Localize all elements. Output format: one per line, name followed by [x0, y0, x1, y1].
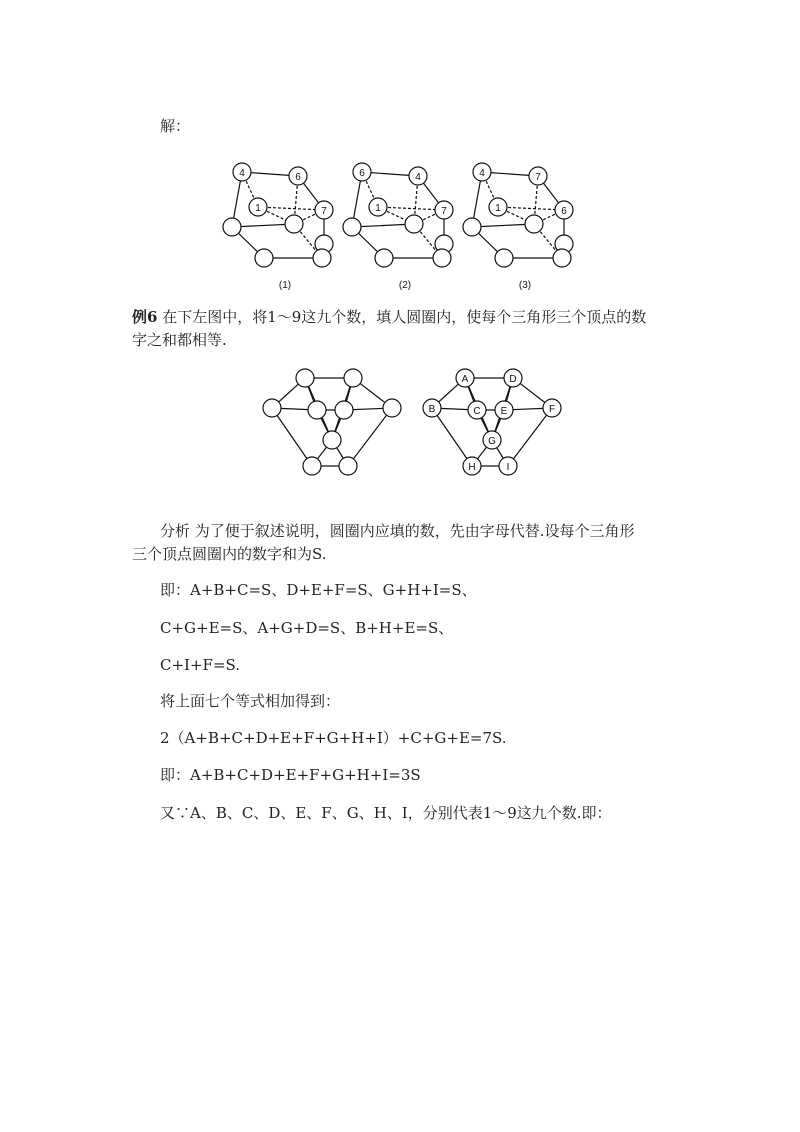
cube-node	[553, 249, 571, 267]
analysis-line-2: 三个顶点圆圈内的数字和为S.	[132, 545, 327, 563]
node-label: C	[473, 406, 481, 417]
node-circle	[433, 249, 451, 267]
equation-3: C+I+F=S.	[160, 656, 241, 674]
cube-caption: (2)	[398, 280, 412, 291]
node-label: 1	[495, 203, 501, 214]
graph-node	[339, 457, 357, 475]
cube-node	[435, 201, 453, 219]
cube-node	[525, 215, 543, 233]
node-circle	[308, 401, 326, 419]
node-circle	[303, 457, 321, 475]
cube-node	[473, 163, 491, 181]
node-circle	[255, 249, 273, 267]
cube-figures	[220, 160, 610, 300]
cube-node	[489, 198, 507, 216]
node-label: G	[488, 436, 496, 447]
node-label: F	[548, 404, 556, 415]
cube-node	[369, 198, 387, 216]
cube-3	[463, 163, 573, 291]
node-circle	[296, 369, 314, 387]
node-circle	[335, 401, 353, 419]
analysis-line-1: 分析 为了便于叙述说明，圆圈内应填的数，先由字母代替.设每个三角形	[160, 522, 635, 540]
graph-node	[483, 431, 501, 449]
cube-node	[529, 167, 547, 185]
node-label: 6	[561, 206, 567, 217]
graph-node	[495, 401, 513, 419]
cube-1	[223, 163, 333, 291]
cube-node	[353, 163, 371, 181]
node-label: A	[461, 374, 469, 385]
cube-node	[313, 249, 331, 267]
graph-node	[335, 401, 353, 419]
node-label: 7	[321, 206, 327, 217]
cube-node	[433, 249, 451, 267]
graph-edge	[348, 408, 392, 466]
graph-edge	[272, 408, 312, 466]
cube-node	[249, 198, 267, 216]
node-label: I	[506, 462, 510, 473]
graph-node	[344, 369, 362, 387]
equation-7: 又∵A、B、C、D、E、F、G、H、I，分别代表1～9这九个数.即：	[160, 804, 612, 822]
graph-node	[308, 401, 326, 419]
solution-label: 解：	[160, 117, 191, 135]
graph-node	[423, 399, 441, 417]
graph-node	[463, 457, 481, 475]
graph-node	[543, 399, 561, 417]
equation-1: 即：A+B+C=S、D+E+F=S、G+H+I=S、	[160, 581, 477, 599]
edge	[258, 207, 324, 210]
node-label: D	[509, 374, 517, 385]
equation-4: 将上面七个等式相加得到：	[160, 692, 341, 710]
node-circle	[313, 249, 331, 267]
node-label: 6	[359, 168, 365, 179]
cube-node	[289, 167, 307, 185]
node-circle	[525, 215, 543, 233]
node-label: 7	[535, 172, 541, 183]
graph-node	[456, 369, 474, 387]
node-circle	[383, 399, 401, 417]
node-circle	[344, 369, 362, 387]
node-label: 4	[239, 168, 245, 179]
graph-node	[383, 399, 401, 417]
example-line-1	[132, 307, 646, 327]
example-number: 例6	[132, 308, 158, 326]
equation-5: 2（A+B+C+D+E+F+G+H+I）+C+G+E=7S.	[160, 729, 507, 747]
example-text-1: 在下左图中，将1～9这九个数，填人圆圈内，使每个三角形三个顶点的数	[162, 308, 647, 326]
cube-node	[495, 249, 513, 267]
cube-node	[315, 201, 333, 219]
cube-node	[409, 167, 427, 185]
node-circle	[343, 218, 361, 236]
graph-edge	[508, 408, 552, 466]
node-circle	[553, 249, 571, 267]
example-line-2: 字之和都相等.	[132, 331, 227, 349]
node-label: H	[468, 462, 476, 473]
triangle-figures	[260, 368, 570, 483]
node-label: 1	[375, 203, 381, 214]
cube-node	[223, 218, 241, 236]
node-circle	[463, 218, 481, 236]
cube-node	[375, 249, 393, 267]
cube-node	[463, 218, 481, 236]
edge	[378, 207, 444, 210]
cube-2	[343, 163, 453, 291]
cube-node	[233, 163, 251, 181]
cube-caption: (1)	[278, 280, 292, 291]
node-circle	[223, 218, 241, 236]
graph-node	[263, 399, 281, 417]
node-circle	[323, 431, 341, 449]
node-circle	[285, 215, 303, 233]
cube-node	[555, 201, 573, 219]
node-circle	[339, 457, 357, 475]
node-label: E	[500, 406, 508, 417]
node-label: 1	[255, 203, 261, 214]
cube-node	[285, 215, 303, 233]
cube-node	[343, 218, 361, 236]
node-label: 6	[295, 172, 301, 183]
node-label: B	[428, 404, 436, 415]
lettered-triangle-graph	[423, 369, 561, 475]
graph-edge	[432, 408, 472, 466]
edge	[498, 207, 564, 210]
node-circle	[405, 215, 423, 233]
node-label: 7	[441, 206, 447, 217]
graph-node	[504, 369, 522, 387]
cube-node	[405, 215, 423, 233]
graph-node	[296, 369, 314, 387]
cube-node	[255, 249, 273, 267]
blank-triangle-graph	[263, 369, 401, 475]
graph-node	[323, 431, 341, 449]
node-circle	[495, 249, 513, 267]
node-circle	[263, 399, 281, 417]
node-label: 4	[479, 168, 485, 179]
equation-2: C+G+E=S、A+G+D=S、B+H+E=S、	[160, 619, 454, 637]
graph-node	[303, 457, 321, 475]
node-circle	[375, 249, 393, 267]
cube-caption: (3)	[518, 280, 532, 291]
node-label: 4	[415, 172, 421, 183]
graph-node	[499, 457, 517, 475]
graph-node	[468, 401, 486, 419]
equation-6: 即：A+B+C+D+E+F+G+H+I=3S	[160, 766, 421, 784]
